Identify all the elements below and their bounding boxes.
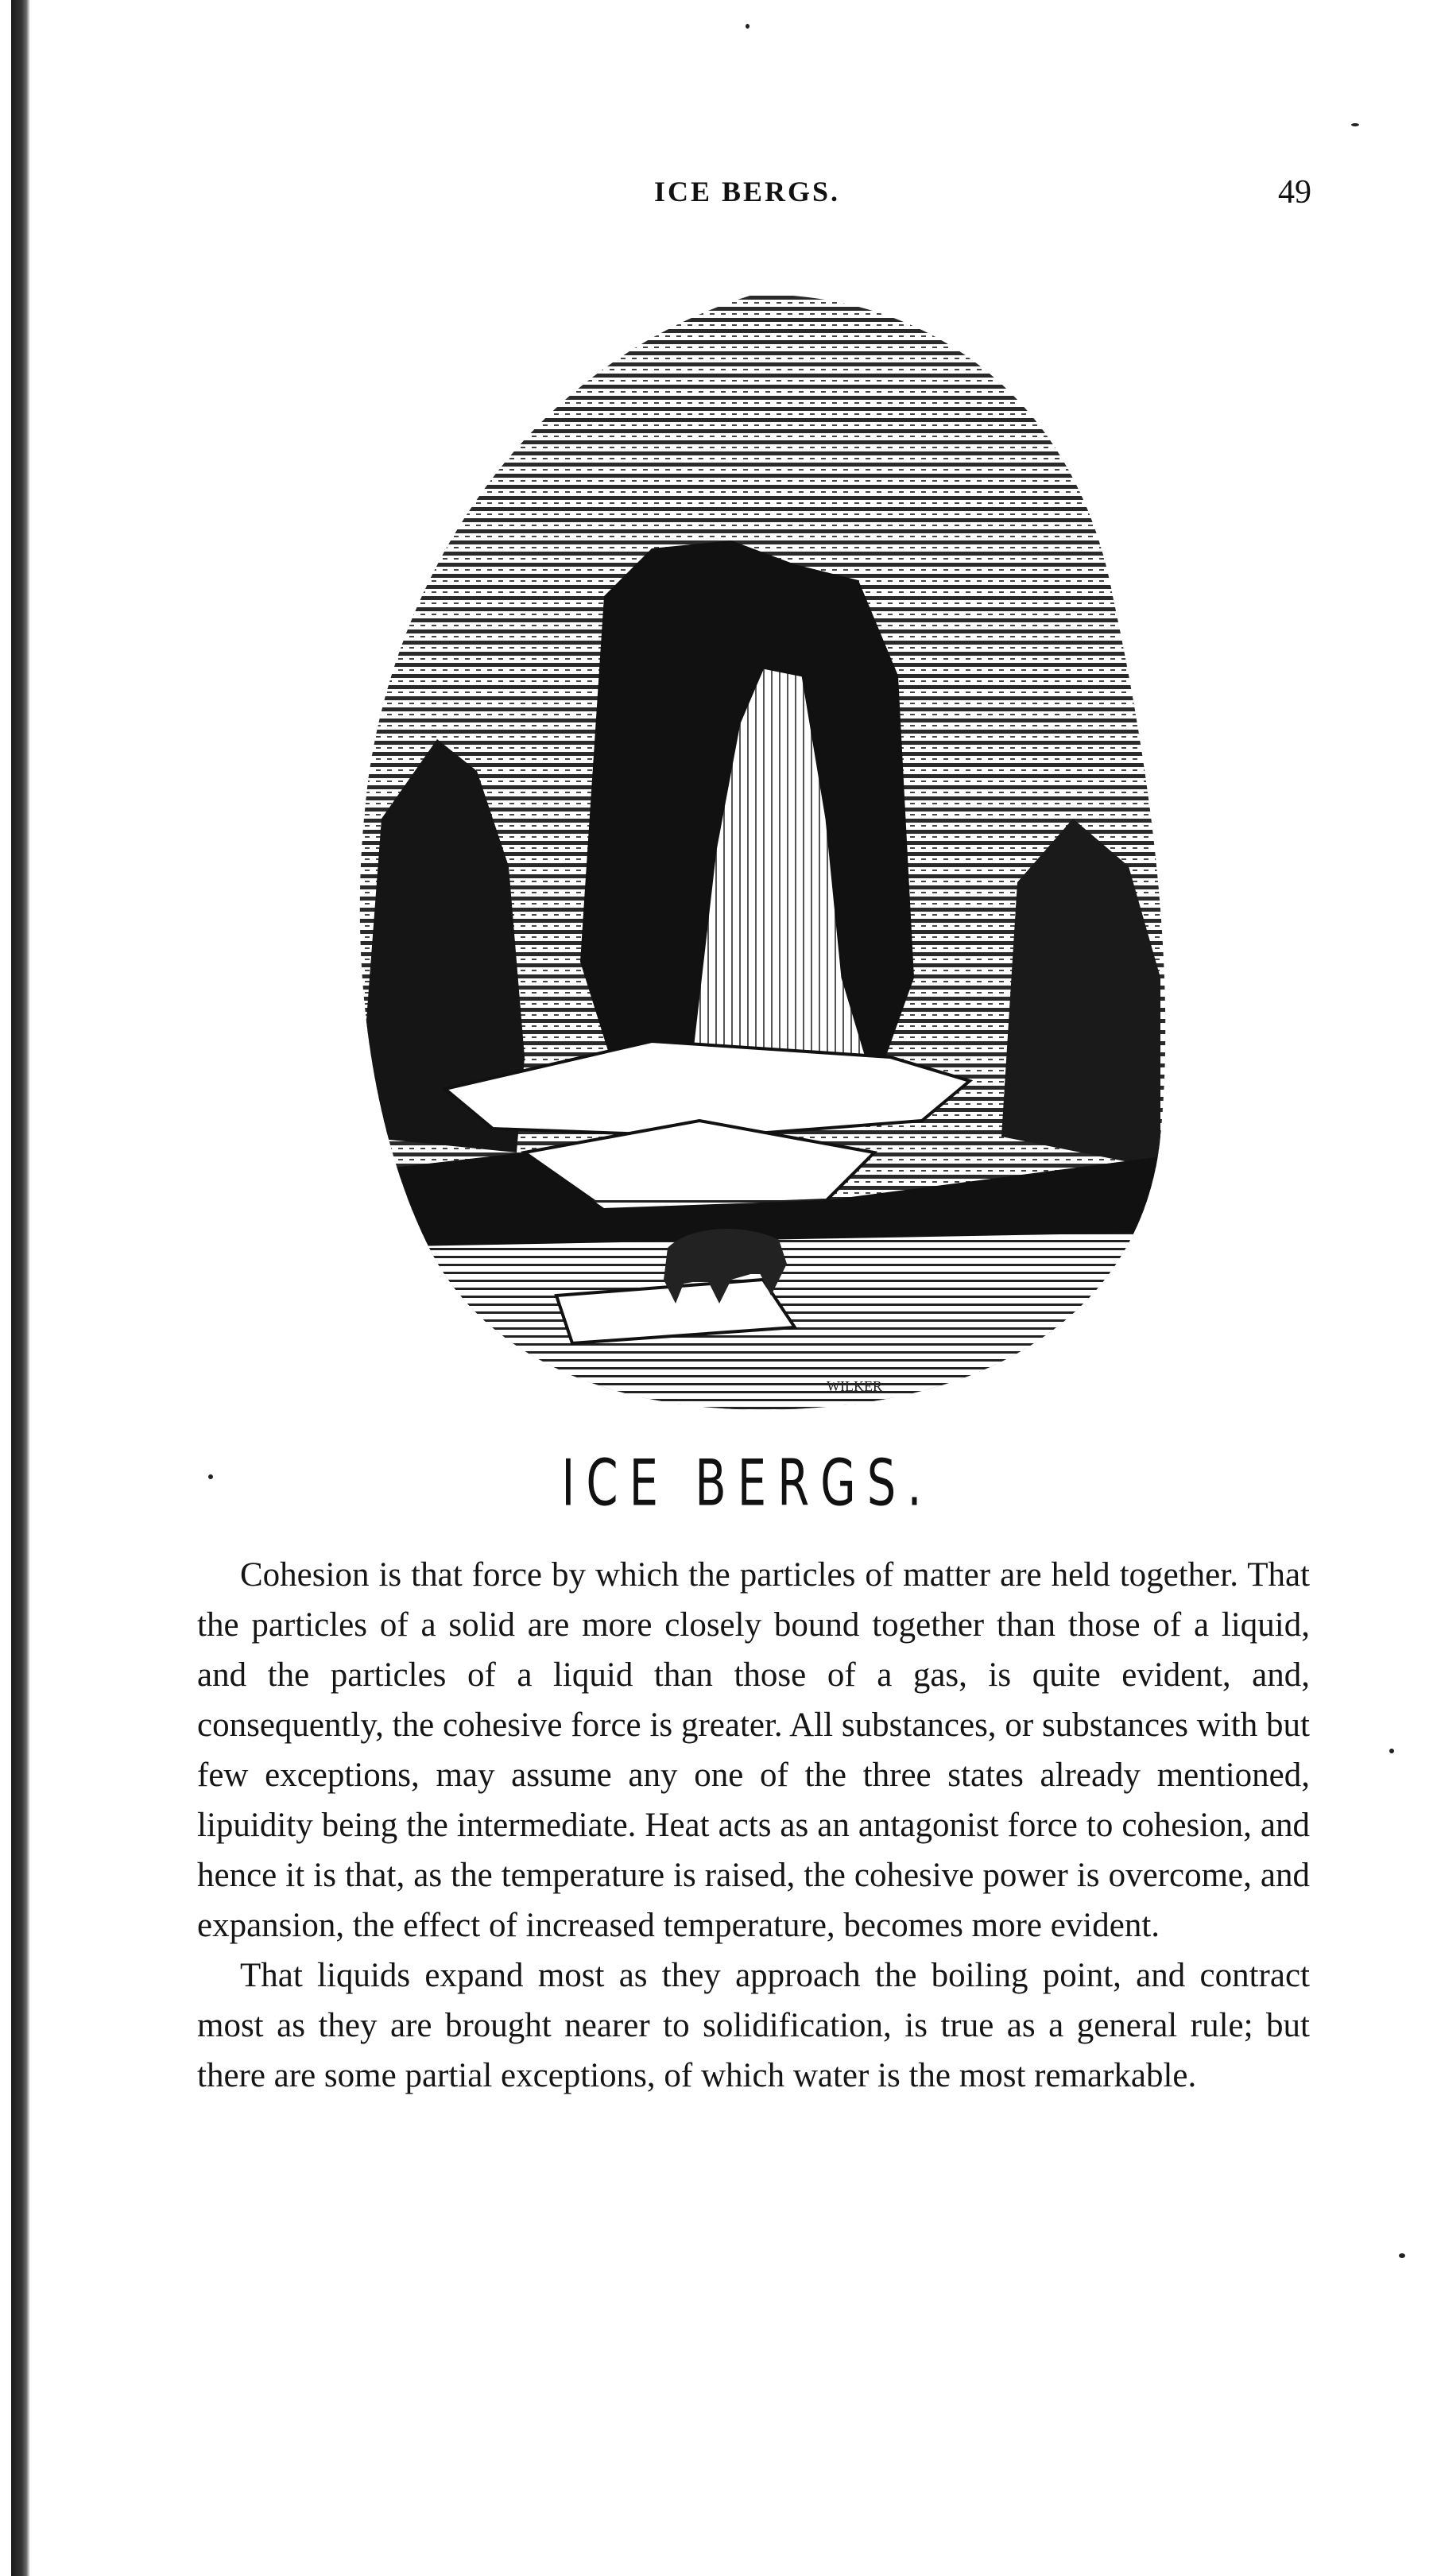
page-number: 49 — [1278, 174, 1311, 211]
dust-speck — [1351, 123, 1359, 126]
dust-speck — [1399, 2253, 1405, 2258]
paragraph: That liquids expand most as they approach the boiling point, and contract most as they are brought nearer to solidification, is true as a general rule; but there are some partial exceptions, of which water is the most remarkable. — [197, 1957, 1310, 2094]
paragraph: Cohesion is that force by which the particles of matter are held together. That the particles of a solid are more closely bound together than those of a liquid, and the particles of a liquid than those of a gas, is quite evident, and, consequently, the cohesive force is greater. All substances, or substances with but few exceptions, may assume any one of the three states already mentioned, lipuidity being the intermediate. Heat acts as an antagonist force to cohesion, and hence it is that, as the temperature is raised, the cohesive power is overcome, and expansion, the effect of increased temperature, becomes more evident. — [197, 1556, 1310, 1944]
figure-caption: ICE BERGS. — [561, 1447, 933, 1521]
dust-speck — [208, 1474, 213, 1479]
book-spine-edge — [11, 0, 30, 2576]
dust-speck — [746, 24, 749, 29]
page-header — [183, 175, 1311, 223]
running-head: ICE BERGS. — [653, 176, 841, 207]
body-text — [197, 1550, 1310, 2101]
engraver-signature: WILKER — [827, 1378, 882, 1394]
iceberg-engraving — [318, 262, 1192, 1455]
dust-speck — [1389, 1749, 1394, 1753]
